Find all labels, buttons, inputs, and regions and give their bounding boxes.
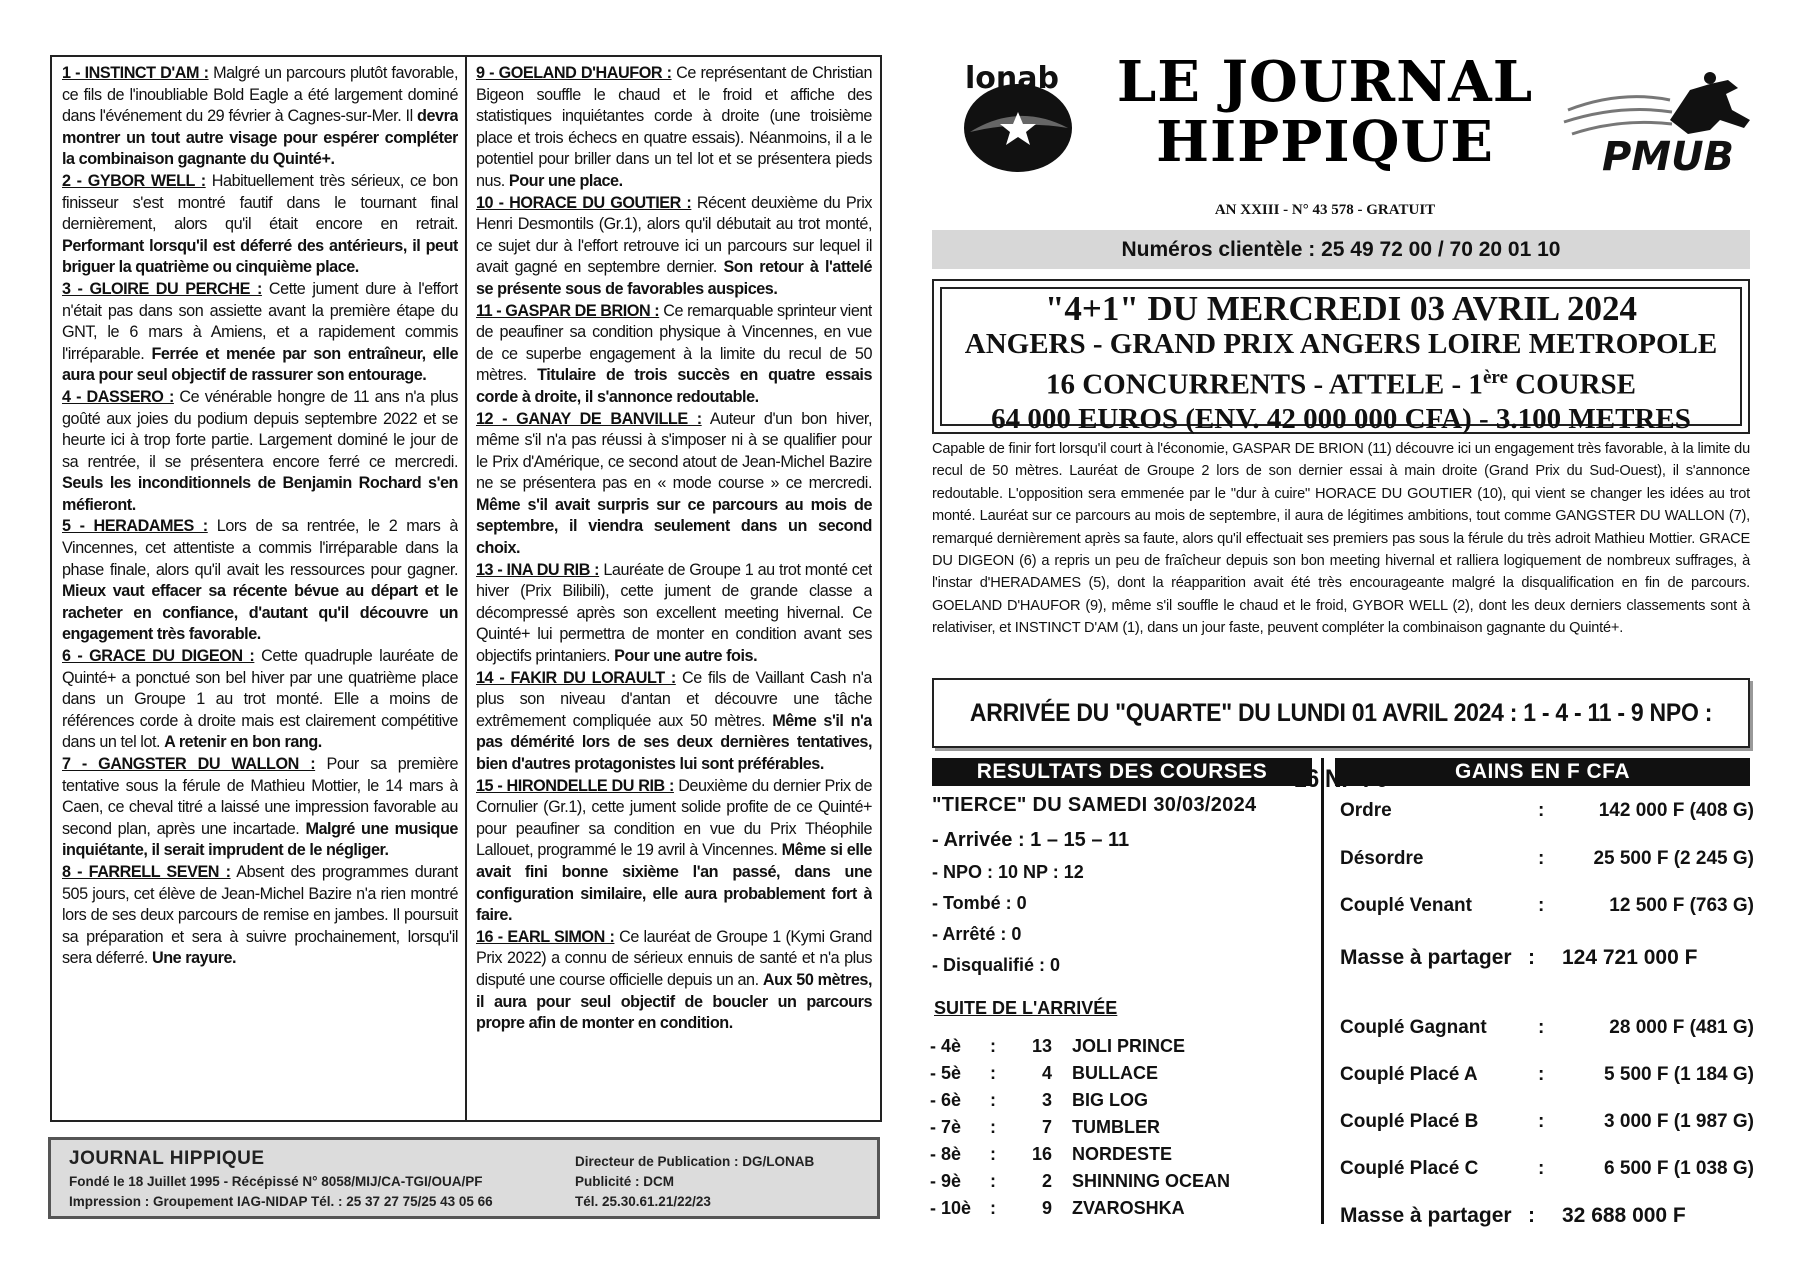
horse-commentary-box — [50, 55, 882, 1122]
horse-entry-4: 4 - DASSERO : Ce vénérable hongre de 11 ans n'a plus goûté aux joies du podium depuis septembre 2022 et se heurte ici à trop forte partie. Largement dominé le jour de sa rentrée, il se présentera encore ferré ce mercredi. Seuls les inconditionnels de Benjamin Rochard s'en méfieront. — [62, 387, 458, 514]
race-prize-line: 64 000 EUROS (ENV. 42 000 000 CFA) - 3.100 METRES — [991, 402, 1691, 435]
horse-entry-2: 2 - GYBOR WELL : Habituellement très sérieux, ce bon finisseur s'est montré fautif dans le tournant final dernièrement, alors qu'il était encore en retrait. Performant lorsqu'il est déferré des antérieurs, il peut briguer la quatrième ou cinquième place. — [62, 171, 458, 277]
horse-entry-9: 9 - GOELAND D'HAUFOR : Ce représentant de Christian Bigeon souffle le chaud et le froid et affiche des statistiques inquiétantes corde à droite (une troisième place et trois échecs en quatre essais). Néanmoins, il a le potentiel pour briller dans un tel lot et se présentera pieds nus. Pour une place. — [476, 64, 872, 190]
horse-entry-15: 15 - HIRONDELLE DU RIB : Deuxième du dernier Prix de Cornulier (Gr.1), cette jument solide profite de ce Quinté+ pour peaufiner sa condition en vue du Prix Théophile Lallouet, programmé le 19 avril à Vincennes. Même si elle avait fini bonne sixième l'an passé, dans une configuration similaire, elle aura probablement fort à faire. — [476, 776, 872, 925]
director-line: Directeur de Publication : DG/LONAB — [575, 1154, 815, 1169]
customer-numbers-bar: Numéros clientèle : 25 49 72 00 / 70 20 01 10 — [932, 230, 1750, 269]
horse-entry-13: 13 - INA DU RIB : Lauréate de Groupe 1 au trot monté cet hiver (Prix Bilibili), cette jument de grande classe a décompressé après son excellent meeting hivernal. Ce Quinté+ lui permettra de monter en condition avant ses objectifs printaniers. Pour une autre fois. — [476, 560, 872, 666]
phone-line: Tél. 25.30.61.21/22/23 — [575, 1194, 711, 1209]
arrival-continuation-title: SUITE DE L'ARRIVÉE — [934, 998, 1118, 1018]
tierce-arrival: - Arrivée : 1 – 15 – 11 — [932, 829, 1130, 851]
printing-line: Impression : Groupement IAG-NIDAP Tél. : 25 37 27 75/25 43 05 66 — [69, 1194, 493, 1209]
publication-info-box — [48, 1137, 880, 1219]
race-info-box — [932, 279, 1750, 434]
horse-entry-7: 7 - GANGSTER DU WALLON : Pour sa première tentative sous la férule de Mathieu Mottier, le 14 mars à Caen, ce cheval titré a laissé une impression favorable au second plan, après une incartade. Malgré une musique inquiétante, il serait imprudent de le négliger. — [62, 755, 458, 860]
horse-entry-6: 6 - GRACE DU DIGEON : Cette quadruple lauréate de Quinté+ a ponctué son bel hiver par une quatrième place dans un Groupe 1 au trot monté. Elle a moins de références corde à droite mais est clairement compétitive dans un tel lot. A retenir en bon rang. — [62, 647, 458, 752]
gain-row-couple-gagnant: Couplé Gagnant : 28 000 F (481 G) — [1340, 1017, 1754, 1038]
horse-entry-14: 14 - FAKIR DU LORAULT : Ce fils de Vaillant Cash n'a plus son niveau d'antan et découvre une tâche extrêmement compliquée aux 50 mètres. Même s'il n'a pas démérité lors de ses deux dernières tentatives, bien d'autres protagonistes lui sont préférables. — [476, 668, 872, 773]
founding-line: Fondé le 18 Juillet 1995 - Récépissé N° 8058/MIJ/CA-TGI/OUA/PF — [69, 1174, 483, 1189]
horse-entry-11: 11 - GASPAR DE BRION : Ce remarquable sprinteur vient de peaufiner sa condition physique à Vincennes, en vue de ce superbe engagement à la limite du recul de 50 mètres. Titulaire de trois succès en quatre essais corde à droite, il s'annonce redoutable. — [476, 301, 872, 406]
pmub-wordmark: PMUB — [1601, 134, 1735, 180]
horse-entry-3: 3 - GLOIRE DU PERCHE : Cette jument dure à l'effort n'était pas dans son assiette avant la première étape du GNT, le 6 mars à Amiens, et a rapidement commis l'irréparable. Ferrée et menée par son entraîneur, elle aura pour seul objectif de rassurer son entourage. — [62, 279, 458, 385]
horse-jockey-icon — [1670, 80, 1750, 134]
commentary-column-right — [476, 63, 872, 1113]
race-summary-text: Capable de finir fort lorsqu'il court à l'économie, GASPAR DE BRION (11) découvre ici un engagement très favorable, à la limite du recul de 50 mètres. Lauréat de Groupe 2 lors de son dernier essai à main droite (Grand Prix du Sud-Ouest), il s'annonce redoutable. L'opposition sera emmenée par le "dur à cuire" HORACE DU GOUTIER (10), qui vient se changer les idées au trot monté. Lauréat sur ce parcours au mois de septembre, il aura de légitimes ambitions, tout comme GANGSTER DU WALLON (7), remarqué dernièrement après sa faute, alors qu'il effectuait ses premiers pas sous la férule du très adroit Mathieu Mottier. GRACE DU DIGEON (6) a repris un peu de fraîcheur depuis son bon meeting hivernal et ralliera logiquement de nombreux suffrages, à l'instar d'HERADAMES (5), dont la réapparition avait été très encourageante malgré la disqualification en fin de parcours. GOELAND D'HAUFOR (9), même s'il souffle le chaud et le froid, GYBOR WELL (2), dont les deux derniers classements sont à relativiser, et INSTINCT D'AM (1), dans un jour faste, peuvent compléter la combinaison gagnante du Quinté+. — [932, 441, 1750, 637]
race-date-line: "4+1" DU MERCREDI 03 AVRIL 2024 — [1045, 289, 1637, 328]
journal-title-line1: LE JOURNAL — [1116, 49, 1534, 115]
gain-row-masse-2: Masse à partager : 32 688 000 F — [1340, 1204, 1686, 1227]
pmub-logo — [1560, 70, 1760, 180]
lonab-wordmark: lonab — [965, 62, 1059, 96]
tierce-title: "TIERCE" DU SAMEDI 30/03/2024 — [932, 794, 1257, 816]
horse-entry-12: 12 - GANAY DE BANVILLE : Auteur d'un bon hiver, même s'il n'a pas réussi à s'imposer ni à se qualifier pour le Prix d'Amérique, ce second atout de Jean-Michel Bazire ne se présentera pas en « mode course » ce mercredi. Même s'il avait surpris sur ce parcours au mois de septembre, il viendra seulement dans un second choix. — [476, 409, 872, 558]
tierce-fallen: - Tombé : 0 — [932, 893, 1027, 913]
column-divider — [465, 57, 467, 1120]
horse-entry-8: 8 - FARRELL SEVEN : Absent des programmes durant 505 jours, cet élève de Jean-Michel Bazire n'a rien montré lors de ses deux parcours de remise en jambes. Il poursuit sa préparation et sera à suivre prochainement, lorsqu'il sera déferré. Une rayure. — [62, 862, 458, 968]
gain-row-couple-place-b: Couplé Placé B : 3 000 F (1 987 G) — [1340, 1111, 1754, 1132]
tierce-stopped: - Arrêté : 0 — [932, 924, 1022, 944]
publication-title: JOURNAL HIPPIQUE — [69, 1148, 265, 1169]
gain-row-masse-1: Masse à partager : 124 721 000 F — [1340, 946, 1698, 969]
issue-line: AN XXIII - N° 43 578 - GRATUIT — [1214, 202, 1436, 218]
horse-entry-1: 1 - INSTINCT D'AM : Malgré un parcours plutôt favorable, ce fils de l'inoubliable Bold Eagle a été largement dominé dans l'événement du 29 février à Cagnes-sur-Mer. Il devra montrer un tout autre visage pour espérer compléter la combinaison gagnante du Quinté+. — [62, 64, 458, 169]
horse-entry-16: 16 - EARL SIMON : Ce lauréat de Groupe 1 (Kymi Grand Prix 2022) a connu de sérieux ennuis de santé et n'a plus disputé une course officielle depuis un an. Aux 50 mètres, il aura pour seul objectif de boucler un parcours propre afin de monter en condition. — [476, 927, 872, 1033]
tierce-disqualified: - Disqualifié : 0 — [932, 955, 1061, 975]
journal-title-line2: HIPPIQUE — [1156, 109, 1494, 175]
results-divider — [1321, 758, 1324, 1224]
race-venue-line: ANGERS - GRAND PRIX ANGERS LOIRE METROPOLE — [964, 328, 1718, 360]
gain-row-couple-place-a: Couplé Placé A : 5 500 F (1 184 G) — [1340, 1064, 1754, 1085]
gains-header: GAINS EN F CFA — [1335, 758, 1750, 786]
horse-entry-10: 10 - HORACE DU GOUTIER : Récent deuxième du Prix Henri Desmontils (Gr.1), alors qu'il débutait au trot monté, ce sujet dur à l'effort retrouve ici un parcours sur lequel il avait gagné en septembre dernier. Son retour à l'attelé se présente sous de favorables auspices. — [476, 193, 872, 298]
quarte-arrival-text: ARRIVÉE DU "QUARTE" DU LUNDI 01 AVRIL 2024 : 1 - 4 - 11 - 9 NPO : — [969, 699, 1713, 727]
gain-row-ordre: Ordre : 142 000 F (408 G) — [1340, 800, 1754, 821]
tierce-npo: - NPO : 10 NP : 12 — [932, 862, 1084, 882]
commentary-column-left — [62, 63, 458, 1113]
gain-row-couple-venant: Couplé Venant : 12 500 F (763 G) — [1340, 895, 1754, 916]
journal-title — [1100, 49, 1550, 175]
quarte-arrival-box — [932, 678, 1750, 748]
results-header: RESULTATS DES COURSES — [932, 758, 1312, 786]
gain-row-couple-place-c: Couplé Placé C : 6 500 F (1 038 G) — [1340, 1158, 1754, 1179]
horse-entry-5: 5 - HERADAMES : Lors de sa rentrée, le 2 mars à Vincennes, cet attentiste a commis l'irréparable dans la phase finale, alors qu'il avait les ressources pour gagner. Mieux vaut effacer sa récente bévue au départ et le racheter en confiance, d'autant qu'il découvre un engagement très favorable. — [62, 517, 458, 644]
race-info-inner — [940, 287, 1742, 435]
gain-row-desordre: Désordre : 25 500 F (2 245 G) — [1340, 848, 1754, 869]
lonab-logo — [960, 62, 1072, 174]
advertising-line: Publicité : DCM — [575, 1174, 675, 1189]
race-format-line: 16 CONCURRENTS - ATTELE - 1ère COURSE — [1045, 367, 1637, 401]
